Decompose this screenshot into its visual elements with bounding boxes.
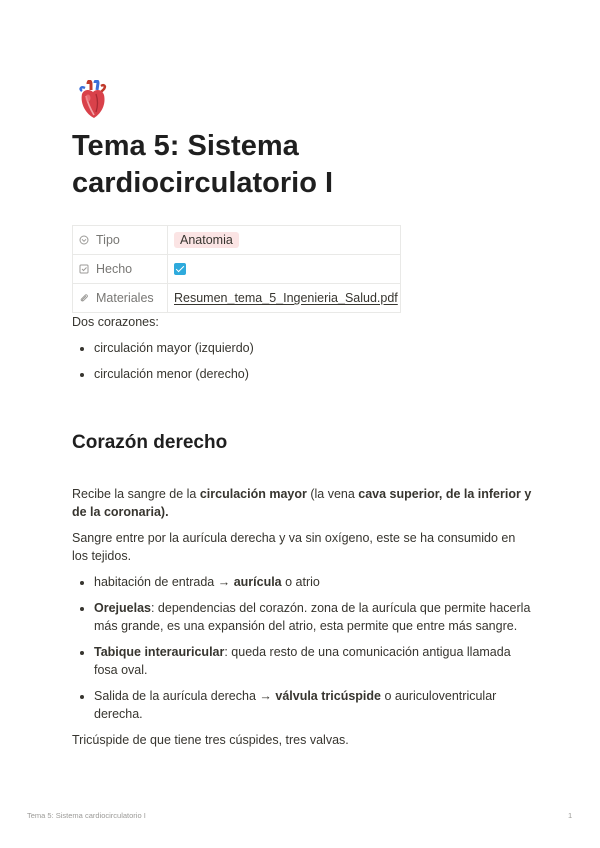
section-heading: Corazón derecho <box>72 432 228 453</box>
property-value-tipo[interactable] <box>168 226 401 255</box>
property-row-tipo <box>73 226 401 255</box>
anatomical-heart-icon <box>76 80 110 120</box>
list-item <box>94 573 532 591</box>
page-title: Tema 5: Sistema cardiocirculatorio I <box>72 130 334 199</box>
text-run: Recibe la sangre de la <box>72 487 200 501</box>
properties-table <box>72 225 401 313</box>
property-key-label: Hecho <box>96 262 133 276</box>
bold-text: circulación mayor <box>199 487 307 501</box>
tipo-tag[interactable]: Anatomia <box>174 232 239 248</box>
bold-text: aurícula <box>233 575 282 589</box>
page-number: 1 <box>568 811 573 820</box>
paragraph: Sangre entre por la aurícula derecha y va sin oxígeno, este se ha consumido en los tejidos. <box>72 531 516 563</box>
bold-text: Tabique interauricular <box>94 645 225 659</box>
bold-text: cava superior, de la inferior y de la coronaria). <box>72 487 532 519</box>
bold-text: válvula tricúspide <box>275 689 381 703</box>
text-run: o auriculoventricular derecha. <box>94 689 497 721</box>
text-run: o atrio <box>281 575 320 589</box>
hecho-checkbox[interactable] <box>174 263 186 275</box>
list-item: • circulación mayor (izquierdo) <box>94 339 532 357</box>
paperclip-icon <box>79 293 89 303</box>
property-key-hecho <box>73 255 168 284</box>
property-key-label: Tipo <box>96 233 120 247</box>
paragraph: Tricúspide de que tiene tres cúspides, tres valvas. <box>72 733 349 747</box>
property-value-materiales <box>168 284 401 313</box>
materiales-file-link[interactable]: Resumen_tema_5_Ingenieria_Salud.pdf <box>174 291 398 305</box>
select-property-icon <box>79 235 89 245</box>
text-run: : dependencias del corazón. zona de la aurícula que permite hacerla más grande, es una expansión del atrio, esta permite que entre más sangre. <box>94 601 531 633</box>
property-row-materiales <box>73 284 401 313</box>
property-key-label: Materiales <box>96 291 154 305</box>
property-key-materiales <box>73 284 168 313</box>
text-run: (la vena <box>306 487 359 501</box>
page-content <box>72 313 532 757</box>
list-item <box>94 643 532 679</box>
intro-text: Dos corazones: <box>72 315 159 329</box>
intro-list <box>72 339 532 383</box>
checkbox-property-icon <box>79 264 89 274</box>
property-row-hecho <box>73 255 401 284</box>
text-run: habitación de entrada → <box>94 575 234 589</box>
property-value-hecho[interactable] <box>168 255 401 284</box>
text-run: Salida de la aurícula derecha → <box>94 689 276 703</box>
list-item: • circulación menor (derecho) <box>94 365 532 383</box>
footer-title: Tema 5: Sistema cardiocirculatorio I <box>27 811 146 820</box>
list-item <box>94 687 532 723</box>
text-run: : queda resto de una comunicación antigua llamada fosa oval. <box>94 645 511 677</box>
list-item <box>94 599 532 635</box>
bold-text: Orejuelas <box>94 601 151 615</box>
detail-list <box>72 573 532 723</box>
property-key-tipo <box>73 226 168 255</box>
paragraph <box>72 485 532 521</box>
